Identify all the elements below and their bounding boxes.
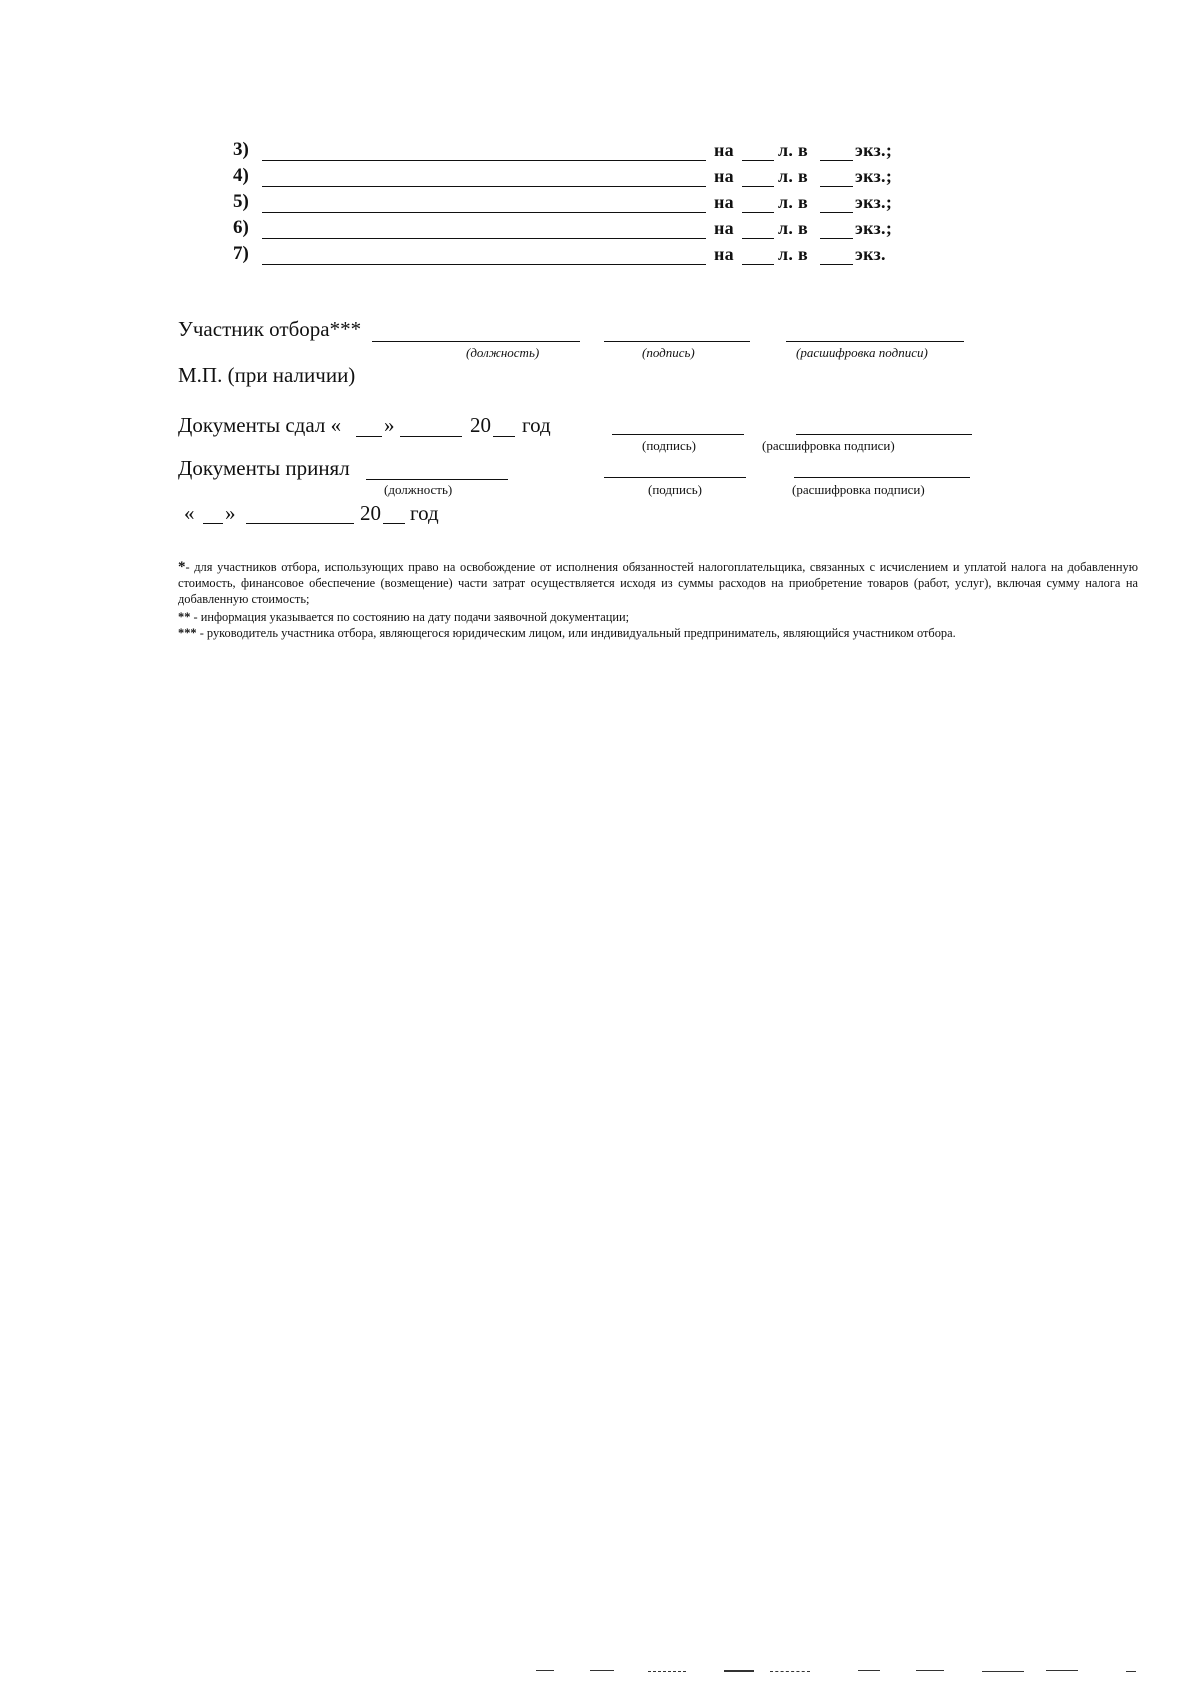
copies-label: экз.; bbox=[855, 166, 893, 186]
accepted-position-blank bbox=[366, 479, 508, 480]
scan-dash bbox=[724, 1670, 754, 1672]
year-blank bbox=[493, 436, 515, 437]
list-item-number: 7) bbox=[233, 243, 249, 264]
scan-dash bbox=[982, 1671, 1024, 1672]
title-blank-line bbox=[262, 238, 706, 239]
na-label: на bbox=[714, 140, 734, 160]
stamp-label: М.П. (при наличии) bbox=[178, 363, 356, 387]
accepted-signature-caption: (подпись) bbox=[648, 482, 702, 497]
list-item-number: 3) bbox=[233, 139, 249, 160]
year-prefix: 20 bbox=[470, 413, 491, 437]
copies-blank bbox=[820, 186, 853, 187]
scan-dash bbox=[536, 1670, 554, 1671]
scan-dash bbox=[648, 1671, 686, 1672]
title-blank-line bbox=[262, 264, 706, 265]
submitted-decoding-blank bbox=[796, 434, 972, 435]
list-item-number: 4) bbox=[233, 165, 249, 186]
decoding-caption: (расшифровка подписи) bbox=[796, 345, 928, 360]
signature-blank bbox=[604, 341, 750, 342]
accepted-day-blank bbox=[203, 523, 223, 524]
decoding-blank bbox=[786, 341, 964, 342]
submitted-label: Документы сдал « bbox=[178, 413, 342, 437]
signature-caption: (подпись) bbox=[642, 345, 695, 360]
copies-blank bbox=[820, 238, 853, 239]
scan-dash bbox=[858, 1670, 880, 1671]
footnote-1 bbox=[178, 559, 1138, 607]
accepted-decoding-caption: (расшифровка подписи) bbox=[792, 482, 925, 497]
na-label: на bbox=[714, 166, 734, 186]
accepted-year-blank bbox=[383, 523, 405, 524]
copies-blank bbox=[820, 160, 853, 161]
footnote-2 bbox=[178, 609, 1138, 625]
scan-dash bbox=[1046, 1670, 1078, 1671]
na-label: на bbox=[714, 244, 734, 264]
scan-dash bbox=[916, 1670, 944, 1671]
sheets-blank bbox=[742, 186, 774, 187]
date-year-word: год bbox=[410, 501, 439, 525]
sheets-blank bbox=[742, 212, 774, 213]
accepted-month-blank bbox=[246, 523, 354, 524]
date-open: « bbox=[184, 501, 195, 525]
year-word: год bbox=[522, 413, 551, 437]
footnote-3 bbox=[178, 625, 1138, 641]
na-label: на bbox=[714, 192, 734, 212]
title-blank-line bbox=[262, 212, 706, 213]
accepted-position-caption: (должность) bbox=[384, 482, 453, 497]
copies-label: экз. bbox=[855, 244, 886, 264]
na-label: на bbox=[714, 218, 734, 238]
footnote-marker: * bbox=[178, 559, 186, 575]
sheets-blank bbox=[742, 160, 774, 161]
list-item-number: 6) bbox=[233, 217, 249, 238]
footnote-text: - руководитель участника отбора, являющегося юридическим лицом, или индивидуальный предприниматель, являющийся участником отбора. bbox=[196, 626, 956, 640]
month-blank bbox=[400, 436, 462, 437]
copies-blank bbox=[820, 212, 853, 213]
submitted-decoding-caption: (расшифровка подписи) bbox=[762, 438, 895, 453]
submitted-signature-blank bbox=[612, 434, 744, 435]
date-year-prefix: 20 bbox=[360, 501, 381, 525]
title-blank-line bbox=[262, 186, 706, 187]
footnote-text: - для участников отбора, использующих право на освобождение от исполнения обязанностей налогоплательщика, связанных с исчислением и уплатой налога на добавленную стоимость, финансовое обеспечение (возмещение) части затрат осуществляется исходя из суммы расходов на приобретение товаров (работ, услуг), включая сумму налога на добавленную стоимость; bbox=[178, 560, 1138, 606]
date-close: » bbox=[225, 501, 236, 525]
scan-dash bbox=[770, 1671, 810, 1672]
copies-label: экз.; bbox=[855, 140, 893, 160]
position-caption: (должность) bbox=[466, 345, 540, 360]
sheets-label: л. в bbox=[778, 166, 809, 186]
footnote-text: - информация указывается по состоянию на дату подачи заявочной документации; bbox=[190, 610, 630, 624]
copies-label: экз.; bbox=[855, 218, 893, 238]
title-blank-line bbox=[262, 160, 706, 161]
copies-blank bbox=[820, 264, 853, 265]
sheets-label: л. в bbox=[778, 218, 809, 238]
position-blank bbox=[372, 341, 580, 342]
sheets-blank bbox=[742, 264, 774, 265]
list-item-number: 5) bbox=[233, 191, 249, 212]
footnote-marker: ** bbox=[178, 610, 191, 624]
copies-label: экз.; bbox=[855, 192, 893, 212]
submitted-signature-caption: (подпись) bbox=[642, 438, 696, 453]
accepted-decoding-blank bbox=[794, 477, 970, 478]
sheets-label: л. в bbox=[778, 192, 809, 212]
accepted-label: Документы принял bbox=[178, 456, 350, 480]
sheets-label: л. в bbox=[778, 244, 809, 264]
sheets-blank bbox=[742, 238, 774, 239]
scan-dash bbox=[1126, 1671, 1136, 1672]
footnote-marker: *** bbox=[178, 626, 197, 640]
day-blank bbox=[356, 436, 382, 437]
participant-label: Участник отбора*** bbox=[178, 317, 362, 341]
sheets-label: л. в bbox=[778, 140, 809, 160]
scan-dash bbox=[590, 1670, 614, 1671]
accepted-signature-blank bbox=[604, 477, 746, 478]
quote-close: » bbox=[384, 413, 395, 437]
